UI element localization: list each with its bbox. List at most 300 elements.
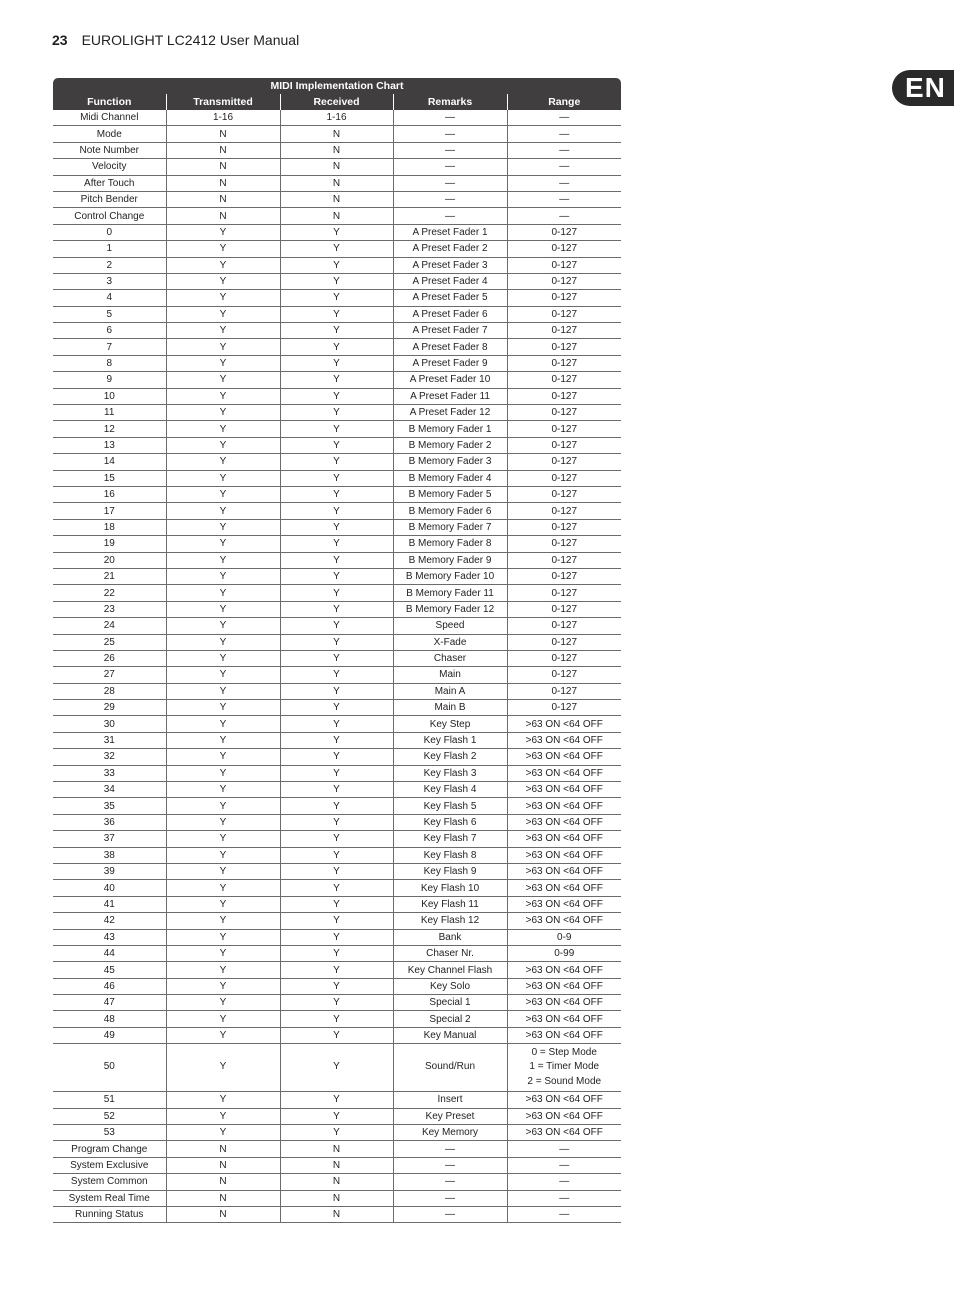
transmitted-cell: Y (166, 913, 280, 929)
table-row (53, 1141, 621, 1157)
function-cell: 20 (53, 552, 166, 568)
remarks-cell: Special 2 (393, 1011, 507, 1027)
transmitted-cell: Y (166, 585, 280, 601)
function-cell: 26 (53, 650, 166, 666)
table-row (53, 273, 621, 289)
range-line: 2 = Sound Mode (527, 1076, 602, 1088)
range-cell: 0-127 (507, 568, 621, 584)
table-row (53, 847, 621, 863)
table-row (53, 1174, 621, 1190)
function-cell: 5 (53, 306, 166, 322)
remarks-cell: B Memory Fader 7 (393, 519, 507, 535)
table-row (53, 355, 621, 371)
transmitted-cell: Y (166, 306, 280, 322)
remarks-cell: Key Manual (393, 1027, 507, 1043)
function-cell: 15 (53, 470, 166, 486)
range-cell: 0-127 (507, 224, 621, 240)
range-cell: — (507, 110, 621, 126)
table-row (53, 1125, 621, 1141)
function-cell: 41 (53, 896, 166, 912)
page-number: 23 (52, 32, 68, 48)
received-cell: Y (280, 257, 393, 273)
function-cell: 27 (53, 667, 166, 683)
table-row (53, 601, 621, 617)
received-cell: N (280, 175, 393, 191)
remarks-cell: Key Flash 10 (393, 880, 507, 896)
table-row (53, 142, 621, 158)
remarks-cell: Key Flash 1 (393, 732, 507, 748)
table-row (53, 159, 621, 175)
table-row (53, 323, 621, 339)
range-cell: 0-127 (507, 700, 621, 716)
function-cell: 21 (53, 568, 166, 584)
remarks-cell: A Preset Fader 10 (393, 372, 507, 388)
transmitted-cell: N (166, 1157, 280, 1173)
transmitted-cell: N (166, 142, 280, 158)
received-cell: Y (280, 470, 393, 486)
table-row (53, 536, 621, 552)
column-header-range: Range (507, 94, 621, 110)
received-cell: Y (280, 847, 393, 863)
function-cell: 12 (53, 421, 166, 437)
transmitted-cell: Y (166, 995, 280, 1011)
transmitted-cell: Y (166, 372, 280, 388)
function-cell: 1 (53, 241, 166, 257)
remarks-cell: B Memory Fader 3 (393, 454, 507, 470)
table-row (53, 1092, 621, 1108)
remarks-cell: Key Flash 4 (393, 782, 507, 798)
table-row (53, 1027, 621, 1043)
transmitted-cell: Y (166, 1092, 280, 1108)
table-row (53, 486, 621, 502)
transmitted-cell: Y (166, 388, 280, 404)
remarks-cell: — (393, 110, 507, 126)
function-cell: 24 (53, 618, 166, 634)
remarks-cell: A Preset Fader 11 (393, 388, 507, 404)
range-cell: 0-127 (507, 585, 621, 601)
transmitted-cell: N (166, 159, 280, 175)
remarks-cell: B Memory Fader 4 (393, 470, 507, 486)
function-cell: 19 (53, 536, 166, 552)
remarks-cell: Bank (393, 929, 507, 945)
remarks-cell: — (393, 1207, 507, 1223)
received-cell: Y (280, 1108, 393, 1124)
table-row (53, 421, 621, 437)
remarks-cell: A Preset Fader 5 (393, 290, 507, 306)
table-row (53, 1157, 621, 1173)
remarks-cell: A Preset Fader 2 (393, 241, 507, 257)
table-row (53, 388, 621, 404)
received-cell: Y (280, 1125, 393, 1141)
received-cell: Y (280, 601, 393, 617)
transmitted-cell: Y (166, 880, 280, 896)
function-cell: 10 (53, 388, 166, 404)
transmitted-cell: Y (166, 224, 280, 240)
transmitted-cell: Y (166, 1044, 280, 1092)
range-cell: >63 ON <64 OFF (507, 798, 621, 814)
remarks-cell: — (393, 1157, 507, 1173)
range-cell: 0-127 (507, 421, 621, 437)
table-row (53, 880, 621, 896)
range-cell: 0-127 (507, 388, 621, 404)
table-row (53, 945, 621, 961)
function-cell: After Touch (53, 175, 166, 191)
function-cell: 28 (53, 683, 166, 699)
transmitted-cell: 1-16 (166, 110, 280, 126)
function-cell: 53 (53, 1125, 166, 1141)
remarks-cell: Speed (393, 618, 507, 634)
table-row (53, 1011, 621, 1027)
received-cell: Y (280, 995, 393, 1011)
remarks-cell: A Preset Fader 9 (393, 355, 507, 371)
range-cell: 0-127 (507, 486, 621, 502)
function-cell: 51 (53, 1092, 166, 1108)
range-cell: 0-127 (507, 290, 621, 306)
received-cell: Y (280, 405, 393, 421)
function-cell: 22 (53, 585, 166, 601)
received-cell: Y (280, 290, 393, 306)
transmitted-cell: Y (166, 749, 280, 765)
remarks-cell: Key Flash 2 (393, 749, 507, 765)
range-cell: — (507, 1207, 621, 1223)
page-header (52, 31, 299, 49)
transmitted-cell: Y (166, 536, 280, 552)
remarks-cell: A Preset Fader 7 (393, 323, 507, 339)
function-cell: 17 (53, 503, 166, 519)
received-cell: Y (280, 372, 393, 388)
table-row (53, 437, 621, 453)
transmitted-cell: N (166, 126, 280, 142)
table-row (53, 503, 621, 519)
function-cell: 50 (53, 1044, 166, 1092)
received-cell: Y (280, 896, 393, 912)
document-title: EUROLIGHT LC2412 User Manual (81, 32, 300, 48)
language-tab: EN (892, 70, 954, 106)
remarks-cell: Insert (393, 1092, 507, 1108)
function-cell: System Real Time (53, 1190, 166, 1206)
function-cell: Control Change (53, 208, 166, 224)
range-cell: 0-127 (507, 273, 621, 289)
table-row (53, 191, 621, 207)
function-cell: Program Change (53, 1141, 166, 1157)
range-cell: 0-127 (507, 667, 621, 683)
range-cell: 0-127 (507, 536, 621, 552)
received-cell: N (280, 1190, 393, 1206)
transmitted-cell: Y (166, 519, 280, 535)
range-cell: 0-127 (507, 683, 621, 699)
remarks-cell: Main B (393, 700, 507, 716)
remarks-cell: Key Flash 8 (393, 847, 507, 863)
function-cell: 30 (53, 716, 166, 732)
range-cell: 0-127 (507, 323, 621, 339)
range-cell: — (507, 1174, 621, 1190)
table-row (53, 306, 621, 322)
remarks-cell: — (393, 208, 507, 224)
table-row (53, 224, 621, 240)
remarks-cell: Key Flash 12 (393, 913, 507, 929)
received-cell: N (280, 126, 393, 142)
transmitted-cell: Y (166, 437, 280, 453)
function-cell: 43 (53, 929, 166, 945)
transmitted-cell: Y (166, 863, 280, 879)
received-cell: Y (280, 863, 393, 879)
range-cell: >63 ON <64 OFF (507, 1011, 621, 1027)
table-row (53, 683, 621, 699)
range-cell: >63 ON <64 OFF (507, 995, 621, 1011)
received-cell: Y (280, 782, 393, 798)
function-cell: 16 (53, 486, 166, 502)
transmitted-cell: Y (166, 568, 280, 584)
received-cell: Y (280, 486, 393, 502)
transmitted-cell: Y (166, 978, 280, 994)
remarks-cell: Key Flash 9 (393, 863, 507, 879)
received-cell: Y (280, 732, 393, 748)
function-cell: 25 (53, 634, 166, 650)
remarks-cell: Sound/Run (393, 1044, 507, 1092)
remarks-cell: Key Flash 5 (393, 798, 507, 814)
range-cell: 0-127 (507, 519, 621, 535)
table-row (53, 814, 621, 830)
table-row (53, 339, 621, 355)
transmitted-cell: Y (166, 945, 280, 961)
range-cell: >63 ON <64 OFF (507, 716, 621, 732)
received-cell: Y (280, 700, 393, 716)
table-row (53, 896, 621, 912)
midi-implementation-chart (53, 78, 621, 1223)
table-row (53, 700, 621, 716)
table-row (53, 1190, 621, 1206)
received-cell: Y (280, 536, 393, 552)
received-cell: Y (280, 273, 393, 289)
function-cell: 11 (53, 405, 166, 421)
function-cell: 8 (53, 355, 166, 371)
function-cell: 47 (53, 995, 166, 1011)
transmitted-cell: Y (166, 241, 280, 257)
received-cell: N (280, 208, 393, 224)
table-row (53, 962, 621, 978)
remarks-cell: B Memory Fader 12 (393, 601, 507, 617)
received-cell: 1-16 (280, 110, 393, 126)
range-cell: 0-127 (507, 454, 621, 470)
table-row (53, 782, 621, 798)
transmitted-cell: Y (166, 323, 280, 339)
function-cell: 6 (53, 323, 166, 339)
received-cell: N (280, 1157, 393, 1173)
function-cell: 23 (53, 601, 166, 617)
transmitted-cell: Y (166, 929, 280, 945)
range-cell: >63 ON <64 OFF (507, 962, 621, 978)
range-cell: 0-127 (507, 601, 621, 617)
received-cell: Y (280, 1011, 393, 1027)
function-cell: 42 (53, 913, 166, 929)
received-cell: Y (280, 634, 393, 650)
function-cell: 4 (53, 290, 166, 306)
transmitted-cell: Y (166, 454, 280, 470)
range-cell: 0-127 (507, 552, 621, 568)
remarks-cell: Key Preset (393, 1108, 507, 1124)
transmitted-cell: Y (166, 896, 280, 912)
remarks-cell: — (393, 175, 507, 191)
table-row (53, 470, 621, 486)
received-cell: N (280, 191, 393, 207)
range-cell: — (507, 208, 621, 224)
remarks-cell: Key Solo (393, 978, 507, 994)
remarks-cell: — (393, 1174, 507, 1190)
transmitted-cell: Y (166, 732, 280, 748)
function-cell: 3 (53, 273, 166, 289)
range-cell: — (507, 1141, 621, 1157)
range-line: 0 = Step Mode (531, 1046, 597, 1058)
table-row (53, 798, 621, 814)
received-cell: N (280, 1174, 393, 1190)
remarks-cell: B Memory Fader 11 (393, 585, 507, 601)
transmitted-cell: N (166, 1174, 280, 1190)
table-row (53, 650, 621, 666)
range-cell: 0-127 (507, 257, 621, 273)
table-row (53, 110, 621, 126)
table-row (53, 667, 621, 683)
remarks-cell: — (393, 159, 507, 175)
received-cell: Y (280, 814, 393, 830)
range-cell: >63 ON <64 OFF (507, 782, 621, 798)
range-cell: >63 ON <64 OFF (507, 1092, 621, 1108)
function-cell: 14 (53, 454, 166, 470)
transmitted-cell: Y (166, 339, 280, 355)
range-cell: — (507, 191, 621, 207)
function-cell: 7 (53, 339, 166, 355)
remarks-cell: B Memory Fader 2 (393, 437, 507, 453)
received-cell: Y (280, 962, 393, 978)
function-cell: System Common (53, 1174, 166, 1190)
column-header-remarks: Remarks (393, 94, 507, 110)
received-cell: Y (280, 552, 393, 568)
transmitted-cell: Y (166, 700, 280, 716)
table-row (53, 765, 621, 781)
chart-title: MIDI Implementation Chart (53, 78, 621, 94)
received-cell: Y (280, 716, 393, 732)
function-cell: 33 (53, 765, 166, 781)
transmitted-cell: Y (166, 765, 280, 781)
table-row (53, 995, 621, 1011)
table-row (53, 716, 621, 732)
function-cell: 13 (53, 437, 166, 453)
transmitted-cell: Y (166, 782, 280, 798)
function-cell: 2 (53, 257, 166, 273)
received-cell: Y (280, 978, 393, 994)
remarks-cell: Main A (393, 683, 507, 699)
function-cell: 40 (53, 880, 166, 896)
transmitted-cell: Y (166, 421, 280, 437)
function-cell: 18 (53, 519, 166, 535)
transmitted-cell: Y (166, 257, 280, 273)
transmitted-cell: Y (166, 798, 280, 814)
function-cell: 38 (53, 847, 166, 863)
received-cell: Y (280, 831, 393, 847)
function-cell: Pitch Bender (53, 191, 166, 207)
table-row (53, 257, 621, 273)
remarks-cell: A Preset Fader 8 (393, 339, 507, 355)
table-row (53, 519, 621, 535)
function-cell: 34 (53, 782, 166, 798)
remarks-cell: B Memory Fader 5 (393, 486, 507, 502)
table-row (53, 552, 621, 568)
range-cell: — (507, 142, 621, 158)
range-cell: 0-127 (507, 437, 621, 453)
range-cell: >63 ON <64 OFF (507, 978, 621, 994)
remarks-cell: Key Flash 3 (393, 765, 507, 781)
midi-table (53, 94, 621, 1223)
function-cell: Midi Channel (53, 110, 166, 126)
transmitted-cell: Y (166, 814, 280, 830)
range-cell: >63 ON <64 OFF (507, 896, 621, 912)
column-header-function: Function (53, 94, 166, 110)
transmitted-cell: N (166, 175, 280, 191)
received-cell: Y (280, 1092, 393, 1108)
received-cell: Y (280, 749, 393, 765)
function-cell: 0 (53, 224, 166, 240)
function-cell: 29 (53, 700, 166, 716)
received-cell: Y (280, 765, 393, 781)
table-row (53, 831, 621, 847)
received-cell: Y (280, 913, 393, 929)
table-row (53, 372, 621, 388)
function-cell: Velocity (53, 159, 166, 175)
function-cell: 37 (53, 831, 166, 847)
remarks-cell: A Preset Fader 4 (393, 273, 507, 289)
received-cell: Y (280, 421, 393, 437)
transmitted-cell: Y (166, 831, 280, 847)
function-cell: Running Status (53, 1207, 166, 1223)
table-row (53, 732, 621, 748)
remarks-cell: A Preset Fader 3 (393, 257, 507, 273)
table-row (53, 1207, 621, 1223)
received-cell: Y (280, 585, 393, 601)
table-row (53, 241, 621, 257)
range-cell: 0-127 (507, 618, 621, 634)
table-row (53, 568, 621, 584)
remarks-cell: — (393, 126, 507, 142)
transmitted-cell: N (166, 191, 280, 207)
range-cell: >63 ON <64 OFF (507, 1108, 621, 1124)
range-cell: >63 ON <64 OFF (507, 1125, 621, 1141)
range-cell: >63 ON <64 OFF (507, 913, 621, 929)
range-cell: >63 ON <64 OFF (507, 749, 621, 765)
remarks-cell: — (393, 1190, 507, 1206)
column-header-received: Received (280, 94, 393, 110)
range-cell: >63 ON <64 OFF (507, 1027, 621, 1043)
table-body (53, 110, 621, 1223)
transmitted-cell: Y (166, 962, 280, 978)
function-cell: 31 (53, 732, 166, 748)
range-cell: 0-99 (507, 945, 621, 961)
transmitted-cell: Y (166, 716, 280, 732)
transmitted-cell: Y (166, 683, 280, 699)
transmitted-cell: Y (166, 847, 280, 863)
range-line: 1 = Timer Mode (529, 1061, 600, 1073)
remarks-cell: Chaser Nr. (393, 945, 507, 961)
transmitted-cell: N (166, 1207, 280, 1223)
function-cell: 48 (53, 1011, 166, 1027)
remarks-cell: B Memory Fader 10 (393, 568, 507, 584)
remarks-cell: Key Channel Flash (393, 962, 507, 978)
remarks-cell: B Memory Fader 9 (393, 552, 507, 568)
function-cell: 46 (53, 978, 166, 994)
remarks-cell: Main (393, 667, 507, 683)
received-cell: Y (280, 437, 393, 453)
range-cell: >63 ON <64 OFF (507, 732, 621, 748)
transmitted-cell: Y (166, 503, 280, 519)
transmitted-cell: Y (166, 355, 280, 371)
